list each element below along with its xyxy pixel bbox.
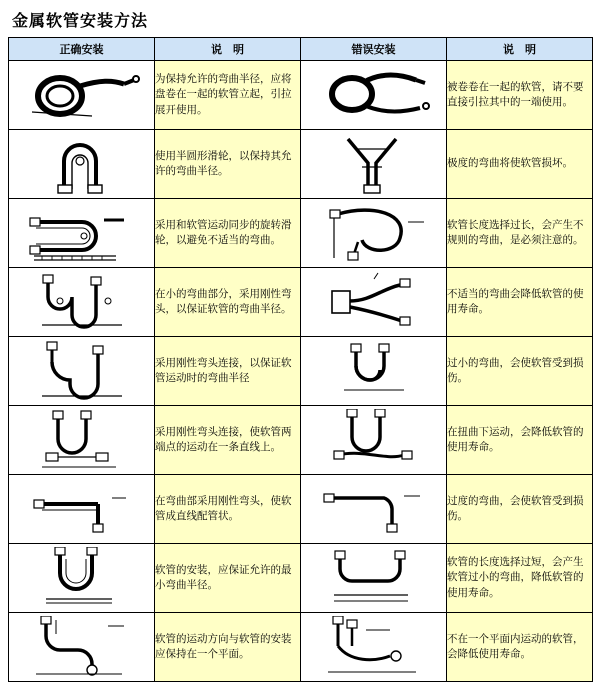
table-row bbox=[9, 406, 593, 475]
description-correct-7: 在弯曲部采用刚性弯头，使软管成直线配管状。 bbox=[155, 475, 301, 544]
description-correct-1: 为保持允许的弯曲半径，应将盘卷在一起的软管立起，引拉展开使用。 bbox=[155, 61, 301, 130]
figure-wrong-2 bbox=[301, 130, 447, 199]
table-row bbox=[9, 199, 593, 268]
description-correct-5: 采用刚性弯头连接，以保证软管运动时的弯曲半径 bbox=[155, 337, 301, 406]
header-wrong-install: 错误安装 bbox=[301, 38, 447, 61]
figure-correct-8 bbox=[9, 544, 155, 613]
description-wrong-3: 软管长度选择过长，会产生不规则的弯曲，是必须注意的。 bbox=[447, 199, 593, 268]
description-wrong-7: 过度的弯曲，会使软管受到损伤。 bbox=[447, 475, 593, 544]
figure-wrong-3 bbox=[301, 199, 447, 268]
table-row bbox=[9, 475, 593, 544]
figure-wrong-9 bbox=[301, 613, 447, 682]
table-row bbox=[9, 61, 593, 130]
table-row bbox=[9, 130, 593, 199]
figure-wrong-5 bbox=[301, 337, 447, 406]
figure-correct-6 bbox=[9, 406, 155, 475]
figure-correct-1 bbox=[9, 61, 155, 130]
description-wrong-1: 被卷卷在一起的软管，请不要直接引拉其中的一端使用。 bbox=[447, 61, 593, 130]
header-wrong-description: 说 明 bbox=[447, 38, 593, 61]
description-correct-4: 在小的弯曲部分，采用刚性弯头，以保证软管的弯曲半径。 bbox=[155, 268, 301, 337]
page-title: 金属软管安装方法 bbox=[12, 11, 149, 30]
description-correct-3: 采用和软管运动同步的旋转滑轮，以避免不适当的弯曲。 bbox=[155, 199, 301, 268]
figure-wrong-1 bbox=[301, 61, 447, 130]
description-correct-2: 使用半圆形滑轮，以保持其允许的弯曲半径。 bbox=[155, 130, 301, 199]
table-row bbox=[9, 613, 593, 682]
table-header-row bbox=[9, 38, 593, 61]
description-wrong-5: 过小的弯曲，会使软管受到损伤。 bbox=[447, 337, 593, 406]
description-correct-9: 软管的运动方向与软管的安装应保持在一个平面。 bbox=[155, 613, 301, 682]
header-correct-description: 说 明 bbox=[155, 38, 301, 61]
figure-correct-5 bbox=[9, 337, 155, 406]
figure-wrong-6 bbox=[301, 406, 447, 475]
description-correct-8: 软管的安装，应保证允许的最小弯曲半径。 bbox=[155, 544, 301, 613]
figure-correct-3 bbox=[9, 199, 155, 268]
table-row bbox=[9, 544, 593, 613]
figure-correct-4 bbox=[9, 268, 155, 337]
description-correct-6: 采用刚性弯头连接，使软管两端点的运动在一条直线上。 bbox=[155, 406, 301, 475]
figure-wrong-7 bbox=[301, 475, 447, 544]
description-wrong-8: 软管的长度选择过短，会产生软管过小的弯曲，降低软管的使用寿命。 bbox=[447, 544, 593, 613]
figure-correct-2 bbox=[9, 130, 155, 199]
table-row bbox=[9, 268, 593, 337]
table-row bbox=[9, 337, 593, 406]
description-wrong-9: 不在一个平面内运动的软管，会降低使用寿命。 bbox=[447, 613, 593, 682]
description-wrong-2: 极度的弯曲将使软管损坏。 bbox=[447, 130, 593, 199]
figure-wrong-4 bbox=[301, 268, 447, 337]
installation-methods-table bbox=[8, 37, 593, 682]
header-correct-install: 正确安装 bbox=[9, 38, 155, 61]
description-wrong-4: 不适当的弯曲会降低软管的使用寿命。 bbox=[447, 268, 593, 337]
description-wrong-6: 在扭曲下运动，会降低软管的使用寿命。 bbox=[447, 406, 593, 475]
figure-correct-9 bbox=[9, 613, 155, 682]
figure-correct-7 bbox=[9, 475, 155, 544]
figure-wrong-8 bbox=[301, 544, 447, 613]
